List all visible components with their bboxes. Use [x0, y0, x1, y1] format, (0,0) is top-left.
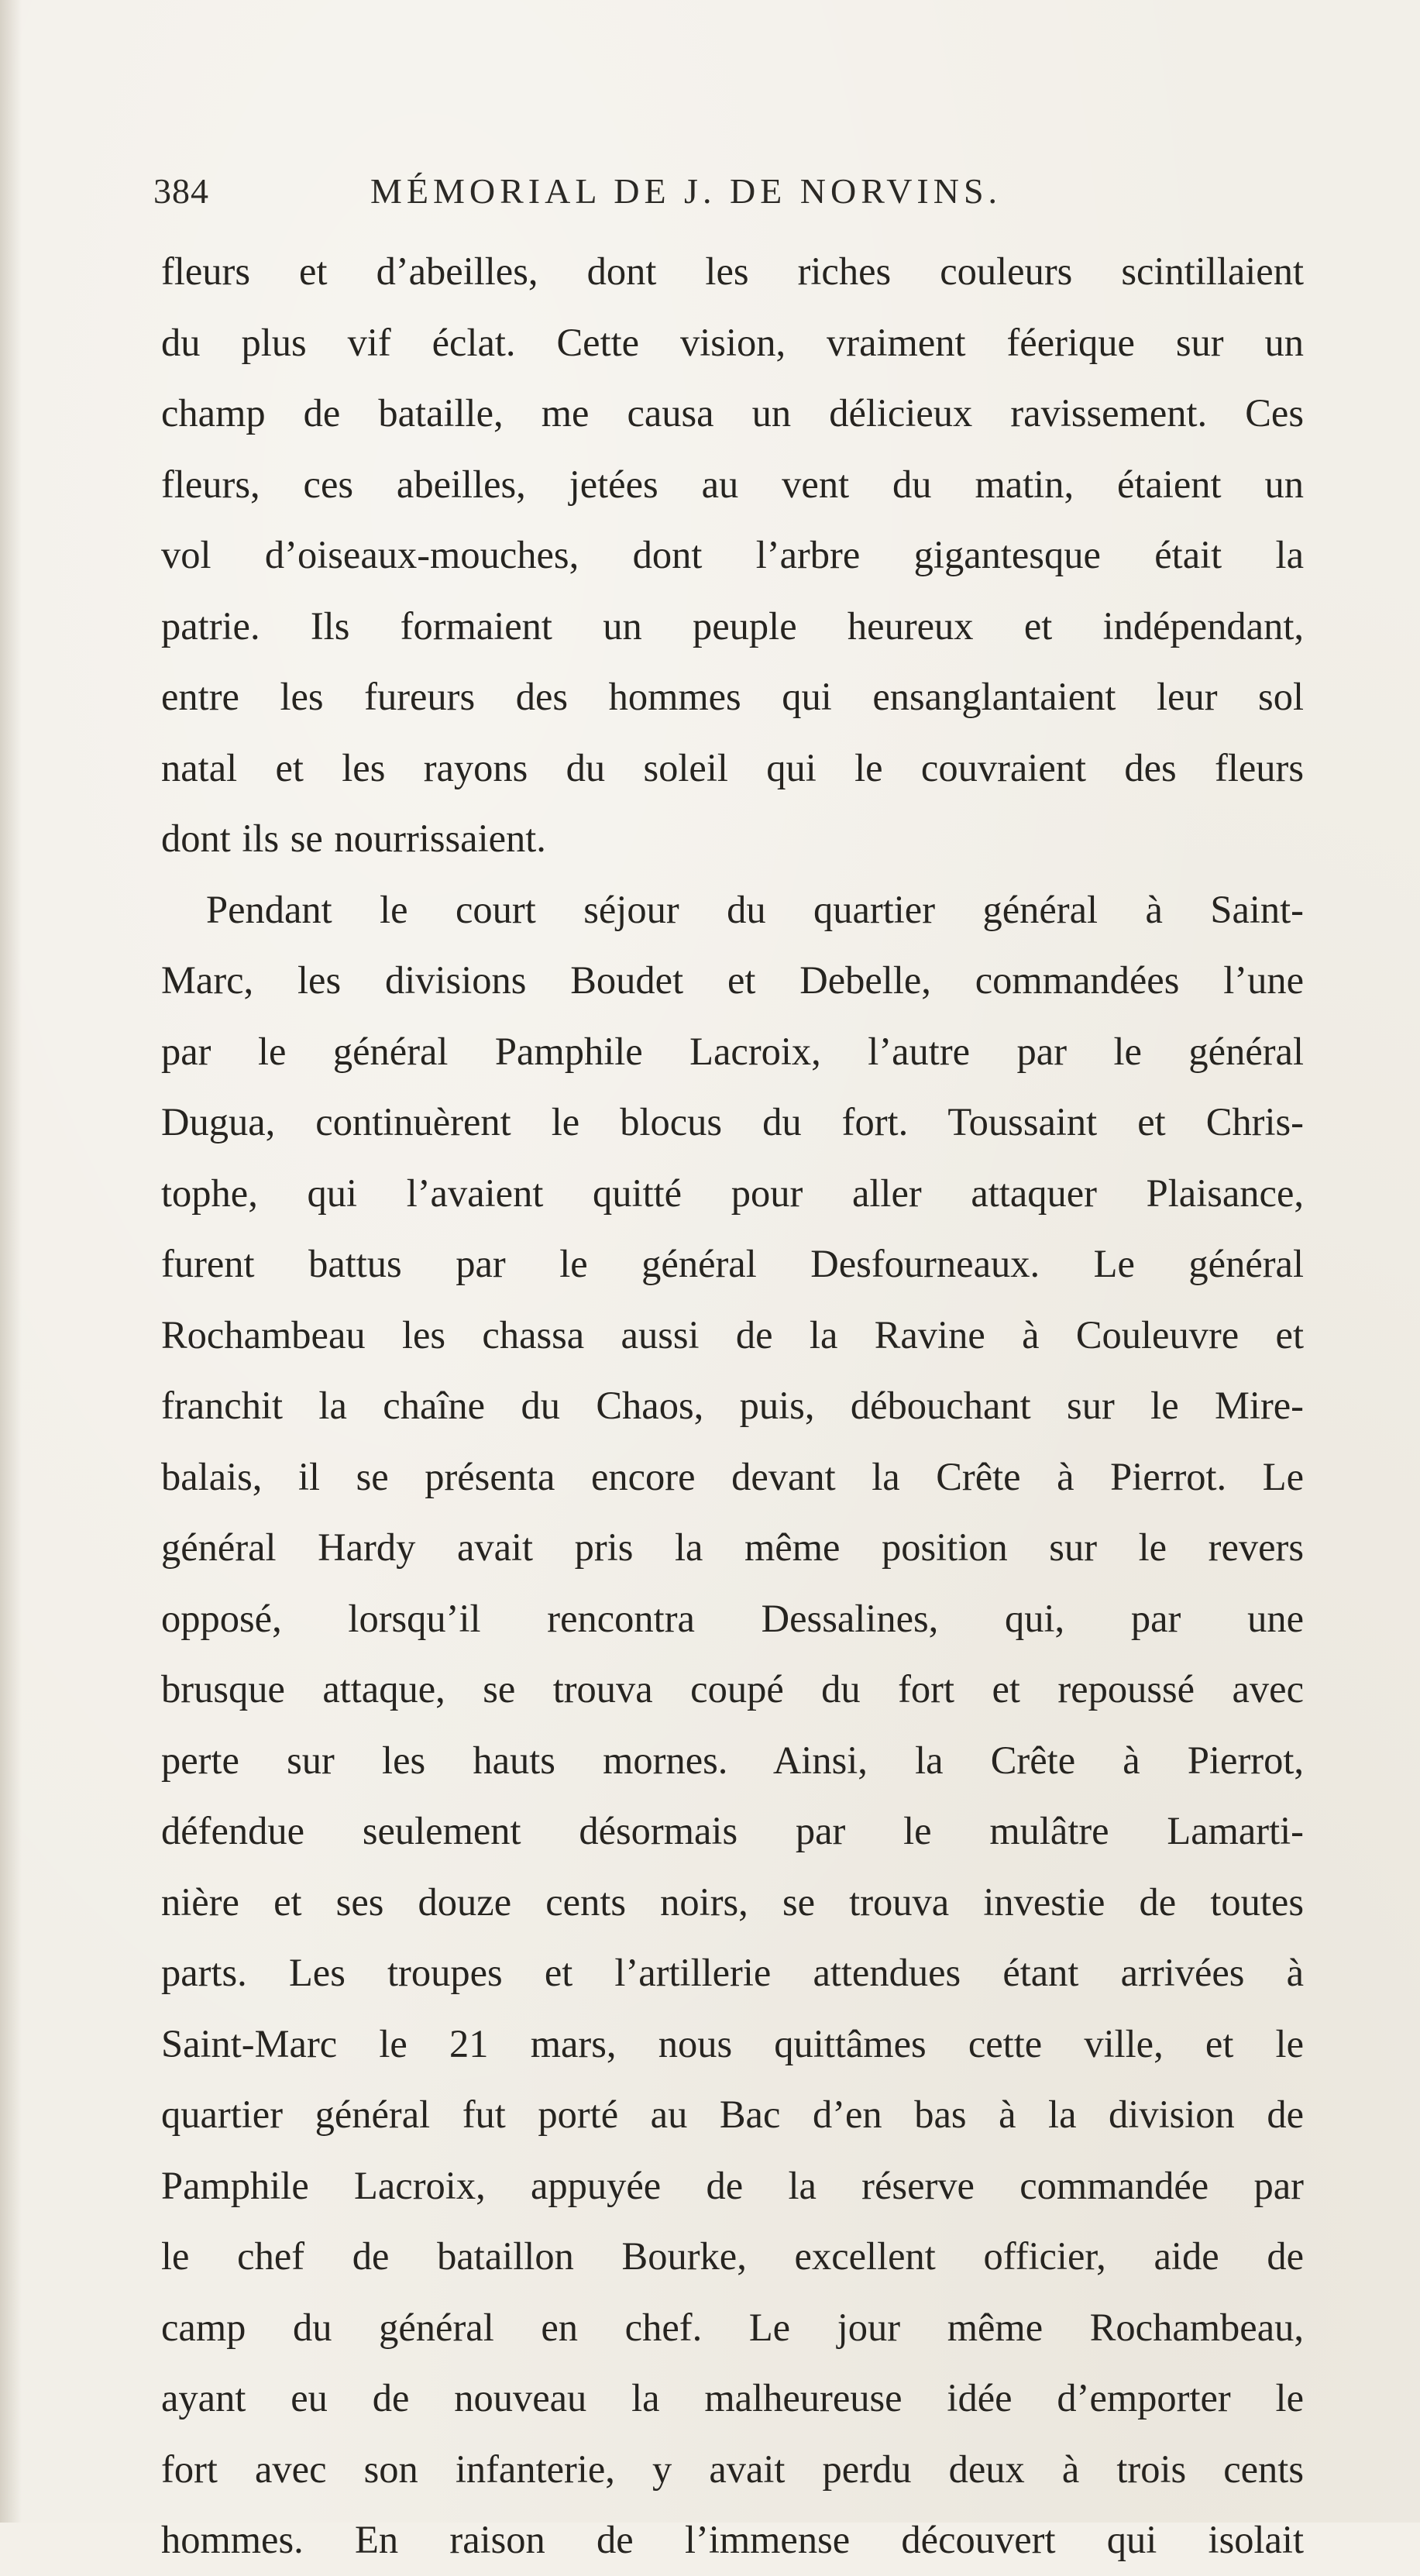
text-line: tophe, qui l’avaient quitté pour aller attaquer Plaisance,	[161, 1171, 1304, 1215]
running-head	[153, 164, 1300, 218]
text-line: du plus vif éclat. Cette vision, vraiment féerique sur un	[161, 320, 1304, 364]
text-line: brusque attaque, se trouva coupé du fort et repoussé avec	[161, 1667, 1304, 1711]
text-line: quartier général fut porté au Bac d’en bas à la division de	[161, 2093, 1304, 2136]
text-line: furent battus par le général Desfourneaux. Le général	[161, 1242, 1304, 1285]
text-line: Marc, les divisions Boudet et Debelle, commandées l’une	[161, 958, 1304, 1002]
text-line: champ de bataille, me causa un délicieux ravissement. Ces	[161, 391, 1304, 435]
text-line: Pamphile Lacroix, appuyée de la réserve commandée par	[161, 2163, 1304, 2207]
text-line: camp du général en chef. Le jour même Rochambeau,	[161, 2305, 1304, 2349]
body-text	[161, 236, 1304, 2576]
text-line: balais, il se présenta encore devant la Crête à Pierrot. Le	[161, 1454, 1304, 1498]
text-line: franchit la chaîne du Chaos, puis, débouchant sur le Mire-	[161, 1384, 1304, 1427]
text-line: natal et les rayons du soleil qui le couvraient des fleurs	[161, 745, 1304, 789]
text-line: ayant eu de nouveau la malheureuse idée d’emporter le	[161, 2376, 1304, 2420]
text-line: patrie. Ils formaient un peuple heureux et indépendant,	[161, 604, 1304, 648]
running-title: MÉMORIAL DE J. DE NORVINS.	[370, 171, 1002, 211]
text-line: fort avec son infanterie, y avait perdu deux à trois cents	[161, 2447, 1304, 2491]
text-line: fleurs et d’abeilles, dont les riches couleurs scintillaient	[161, 249, 1304, 293]
text-line: général Hardy avait pris la même position sur le revers	[161, 1525, 1304, 1569]
text-line: Saint-Marc le 21 mars, nous quittâmes cette ville, et le	[161, 2021, 1304, 2065]
text-line: nière et ses douze cents noirs, se trouva investie de toutes	[161, 1880, 1304, 1924]
page-number: 384	[153, 171, 209, 211]
text-line: hommes. En raison de l’immense découvert qui isolait	[161, 2518, 1304, 2561]
page-gutter-shadow	[0, 0, 22, 2523]
text-line: parts. Les troupes et l’artillerie attendues étant arrivées à	[161, 1951, 1304, 1994]
text-line: entre les fureurs des hommes qui ensanglantaient leur sol	[161, 675, 1304, 718]
text-line: vol d’oiseaux-mouches, dont l’arbre gigantesque était la	[161, 533, 1304, 576]
paragraph-start-line: Pendant le court séjour du quartier général à Saint-	[206, 887, 1304, 931]
paragraph-end-line: dont ils se nourrissaient.	[161, 817, 546, 860]
text-line: le chef de bataillon Bourke, excellent officier, aide de	[161, 2234, 1304, 2278]
text-line: fleurs, ces abeilles, jetées au vent du matin, étaient un	[161, 462, 1304, 506]
text-line: Rochambeau les chassa aussi de la Ravine à Couleuvre et	[161, 1312, 1304, 1357]
text-line: Dugua, continuèrent le blocus du fort. Toussaint et Chris-	[161, 1100, 1304, 1144]
text-line: perte sur les hauts mornes. Ainsi, la Crête à Pierrot,	[161, 1738, 1304, 1782]
text-line: par le général Pamphile Lacroix, l’autre par le général	[161, 1029, 1304, 1073]
text-line: défendue seulement désormais par le mulâtre Lamarti-	[161, 1809, 1304, 1852]
text-line: opposé, lorsqu’il rencontra Dessalines, qui, par une	[161, 1596, 1304, 1640]
